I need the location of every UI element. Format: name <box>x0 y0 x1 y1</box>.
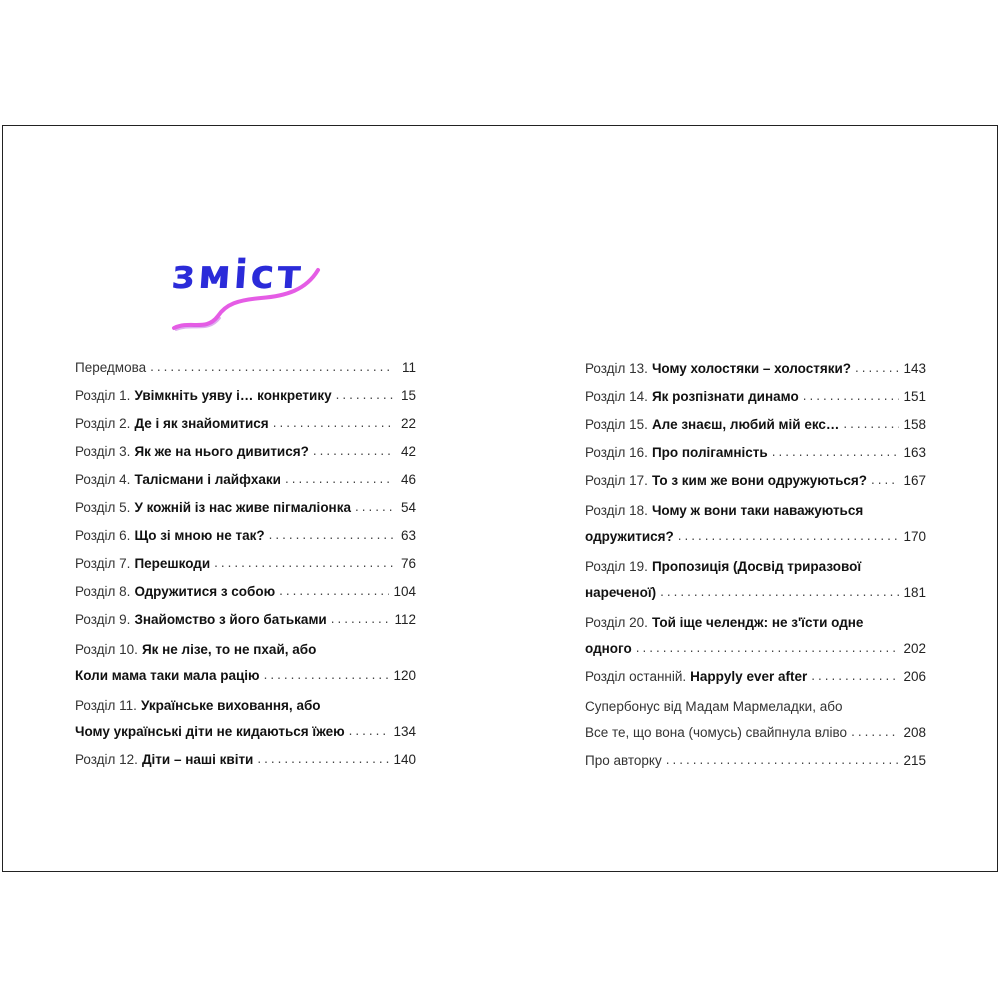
chapter-title: Де і як знайомитися <box>134 416 269 431</box>
chapter-prefix: Розділ 19. <box>585 559 648 574</box>
page-number: 42 <box>400 444 416 459</box>
dot-leader <box>355 493 394 521</box>
chapter-title: Що зі мною не так? <box>134 528 265 543</box>
dot-leader <box>666 746 900 774</box>
page-number: 104 <box>393 584 416 599</box>
dot-leader <box>349 717 390 745</box>
toc-line <box>75 664 416 690</box>
toc-entry[interactable] <box>75 382 416 410</box>
chapter-prefix: Розділ 11. <box>75 698 137 713</box>
toc-entry[interactable] <box>585 467 926 495</box>
toc-entry[interactable] <box>75 746 416 774</box>
chapter-title-continued: одного <box>585 641 632 656</box>
toc-line <box>75 438 416 466</box>
chapter-prefix: Розділ 12. <box>75 752 138 767</box>
toc-entry[interactable] <box>75 550 416 578</box>
chapter-prefix: Розділ 18. <box>585 503 648 518</box>
chapter-title: Чому холостяки – холостяки? <box>651 361 852 376</box>
toc-line <box>75 382 416 410</box>
chapter-prefix: Розділ 20. <box>585 615 648 630</box>
dot-leader <box>851 718 899 746</box>
chapter-title: Happyly ever after <box>690 669 808 684</box>
dot-leader <box>150 353 394 381</box>
toc-entry[interactable] <box>75 410 416 438</box>
chapter-title: У кожній із нас живе пігмаліонка <box>134 500 351 515</box>
chapter-prefix: Розділ 15. <box>585 417 648 432</box>
toc-entry[interactable] <box>585 607 926 663</box>
toc-entry[interactable] <box>75 634 416 690</box>
dot-leader <box>331 605 391 633</box>
chapter-prefix: Розділ 9. <box>75 612 131 627</box>
chapter-prefix: Розділ 7. <box>75 556 131 571</box>
toc-line <box>75 606 416 634</box>
chapter-title: Як же на нього дивитися? <box>134 444 309 459</box>
toc-entry[interactable] <box>75 690 416 746</box>
chapter-prefix: Розділ 3. <box>75 444 131 459</box>
toc-line <box>585 607 926 637</box>
dot-leader <box>273 409 394 437</box>
toc-entry[interactable] <box>75 494 416 522</box>
dot-leader <box>257 745 389 773</box>
toc-line <box>75 354 416 382</box>
toc-line <box>585 467 926 495</box>
page-number: 54 <box>400 500 416 515</box>
toc-heading <box>166 250 336 340</box>
toc-line <box>585 525 926 551</box>
toc-entry[interactable] <box>75 466 416 494</box>
dot-leader <box>279 577 389 605</box>
chapter-prefix: Розділ 8. <box>75 584 131 599</box>
page-number: 46 <box>400 472 416 487</box>
dot-leader <box>336 381 394 409</box>
dot-leader <box>264 661 390 689</box>
dot-leader <box>660 578 899 606</box>
page-number: 158 <box>903 417 926 432</box>
page-number: 120 <box>393 668 416 683</box>
page-number: 15 <box>400 388 416 403</box>
toc-entry[interactable] <box>75 354 416 382</box>
chapter-prefix: Розділ 17. <box>585 473 648 488</box>
toc-entry[interactable] <box>75 438 416 466</box>
toc-line <box>75 634 416 664</box>
toc-entry[interactable] <box>75 578 416 606</box>
toc-line <box>585 355 926 383</box>
page-number: 140 <box>393 752 416 767</box>
toc-entry[interactable] <box>75 522 416 550</box>
page-number: 206 <box>903 669 926 684</box>
chapter-title: Увімкніть уяву і… конкретику <box>134 388 332 403</box>
page-number: 215 <box>903 753 926 768</box>
toc-entry[interactable] <box>585 383 926 411</box>
toc-line <box>75 522 416 550</box>
toc-line <box>585 581 926 607</box>
chapter-prefix: Розділ 10. <box>75 642 138 657</box>
chapter-title: То з ким же вони одружуються? <box>651 473 868 488</box>
dot-leader <box>636 634 900 662</box>
toc-entry[interactable] <box>585 691 926 747</box>
toc-line <box>75 466 416 494</box>
toc-line <box>585 721 926 747</box>
toc-line <box>75 550 416 578</box>
chapter-title-continued: нареченої) <box>585 585 657 600</box>
page-number: 112 <box>394 612 416 627</box>
dot-leader <box>313 437 394 465</box>
toc-line <box>585 495 926 525</box>
toc-line <box>75 494 416 522</box>
dot-leader <box>855 354 899 382</box>
chapter-title: Знайомство з його батьками <box>134 612 327 627</box>
chapter-title: Діти – наші квіти <box>141 752 254 767</box>
chapter-prefix: Про авторку <box>585 753 662 768</box>
toc-entry[interactable] <box>585 747 926 775</box>
dot-leader <box>843 410 899 438</box>
toc-line <box>585 747 926 775</box>
dot-leader <box>772 438 900 466</box>
page-number: 134 <box>393 724 416 739</box>
chapter-prefix: Розділ 13. <box>585 361 648 376</box>
chapter-prefix: Розділ 5. <box>75 500 131 515</box>
chapter-prefix: Розділ 6. <box>75 528 131 543</box>
chapter-prefix: Розділ останній. <box>585 669 687 684</box>
chapter-title: Як не лізе, то не пхай, або <box>141 642 317 657</box>
toc-line <box>585 691 926 721</box>
toc-line <box>75 746 416 774</box>
page-number: 181 <box>903 585 926 600</box>
dot-leader <box>803 382 900 410</box>
page-number: 143 <box>903 361 926 376</box>
chapter-title-continued: Коли мама таки мала рацію <box>75 668 260 683</box>
page-number: 167 <box>903 473 926 488</box>
chapter-prefix: Розділ 2. <box>75 416 131 431</box>
toc-line <box>75 578 416 606</box>
chapter-prefix: Розділ 14. <box>585 389 648 404</box>
chapter-title: Той іще челендж: не з'їсти одне <box>651 615 864 630</box>
chapter-prefix: Передмова <box>75 360 147 375</box>
chapter-prefix: Розділ 4. <box>75 472 131 487</box>
dot-leader <box>214 549 394 577</box>
chapter-prefix: Супербонус від Мадам Мармеладки, або <box>585 699 843 714</box>
toc-right-column <box>585 355 926 775</box>
chapter-title-continued: Все те, що вона (чомусь) свайпнула вліво <box>585 725 848 740</box>
toc-line <box>75 720 416 746</box>
dot-leader <box>811 662 899 690</box>
toc-line <box>585 551 926 581</box>
chapter-title: Перешкоди <box>134 556 211 571</box>
dot-leader <box>285 465 394 493</box>
chapter-title: Чому ж вони таки наважуються <box>651 503 864 518</box>
toc-line <box>585 383 926 411</box>
chapter-title: Українське виховання, або <box>140 698 321 713</box>
chapter-title: Про полігамність <box>651 445 768 460</box>
toc-entry[interactable] <box>75 606 416 634</box>
toc-line <box>585 663 926 691</box>
page-number: 208 <box>903 725 926 740</box>
toc-line <box>585 439 926 467</box>
toc-left-column <box>75 354 416 774</box>
toc-entry[interactable] <box>585 551 926 607</box>
chapter-title: Одружитися з собою <box>134 584 276 599</box>
toc-entry[interactable] <box>585 355 926 383</box>
toc-line <box>585 411 926 439</box>
chapter-prefix: Розділ 16. <box>585 445 648 460</box>
toc-line <box>585 637 926 663</box>
page-number: 170 <box>903 529 926 544</box>
chapter-prefix: Розділ 1. <box>75 388 131 403</box>
page-number: 76 <box>400 556 416 571</box>
page-number: 163 <box>903 445 926 460</box>
toc-entry[interactable] <box>585 663 926 691</box>
chapter-title: Пропозиція (Досвід триразової <box>651 559 862 574</box>
page-number: 63 <box>400 528 416 543</box>
page-number: 11 <box>401 360 416 375</box>
toc-line <box>75 690 416 720</box>
dot-leader <box>269 521 394 549</box>
toc-entry[interactable] <box>585 439 926 467</box>
chapter-title: Але знаєш, любий мій екс… <box>651 417 840 432</box>
chapter-title: Талісмани і лайфхаки <box>134 472 281 487</box>
page-number: 202 <box>903 641 926 656</box>
dot-leader <box>871 466 899 494</box>
page-number: 151 <box>903 389 926 404</box>
page-title: зміст <box>170 252 306 298</box>
toc-entry[interactable] <box>585 411 926 439</box>
dot-leader <box>678 522 900 550</box>
page-number: 22 <box>400 416 416 431</box>
chapter-title-continued: одружитися? <box>585 529 674 544</box>
toc-entry[interactable] <box>585 495 926 551</box>
toc-line <box>75 410 416 438</box>
chapter-title-continued: Чому українські діти не кидаються їжею <box>75 724 345 739</box>
chapter-title: Як розпізнати динамо <box>651 389 799 404</box>
